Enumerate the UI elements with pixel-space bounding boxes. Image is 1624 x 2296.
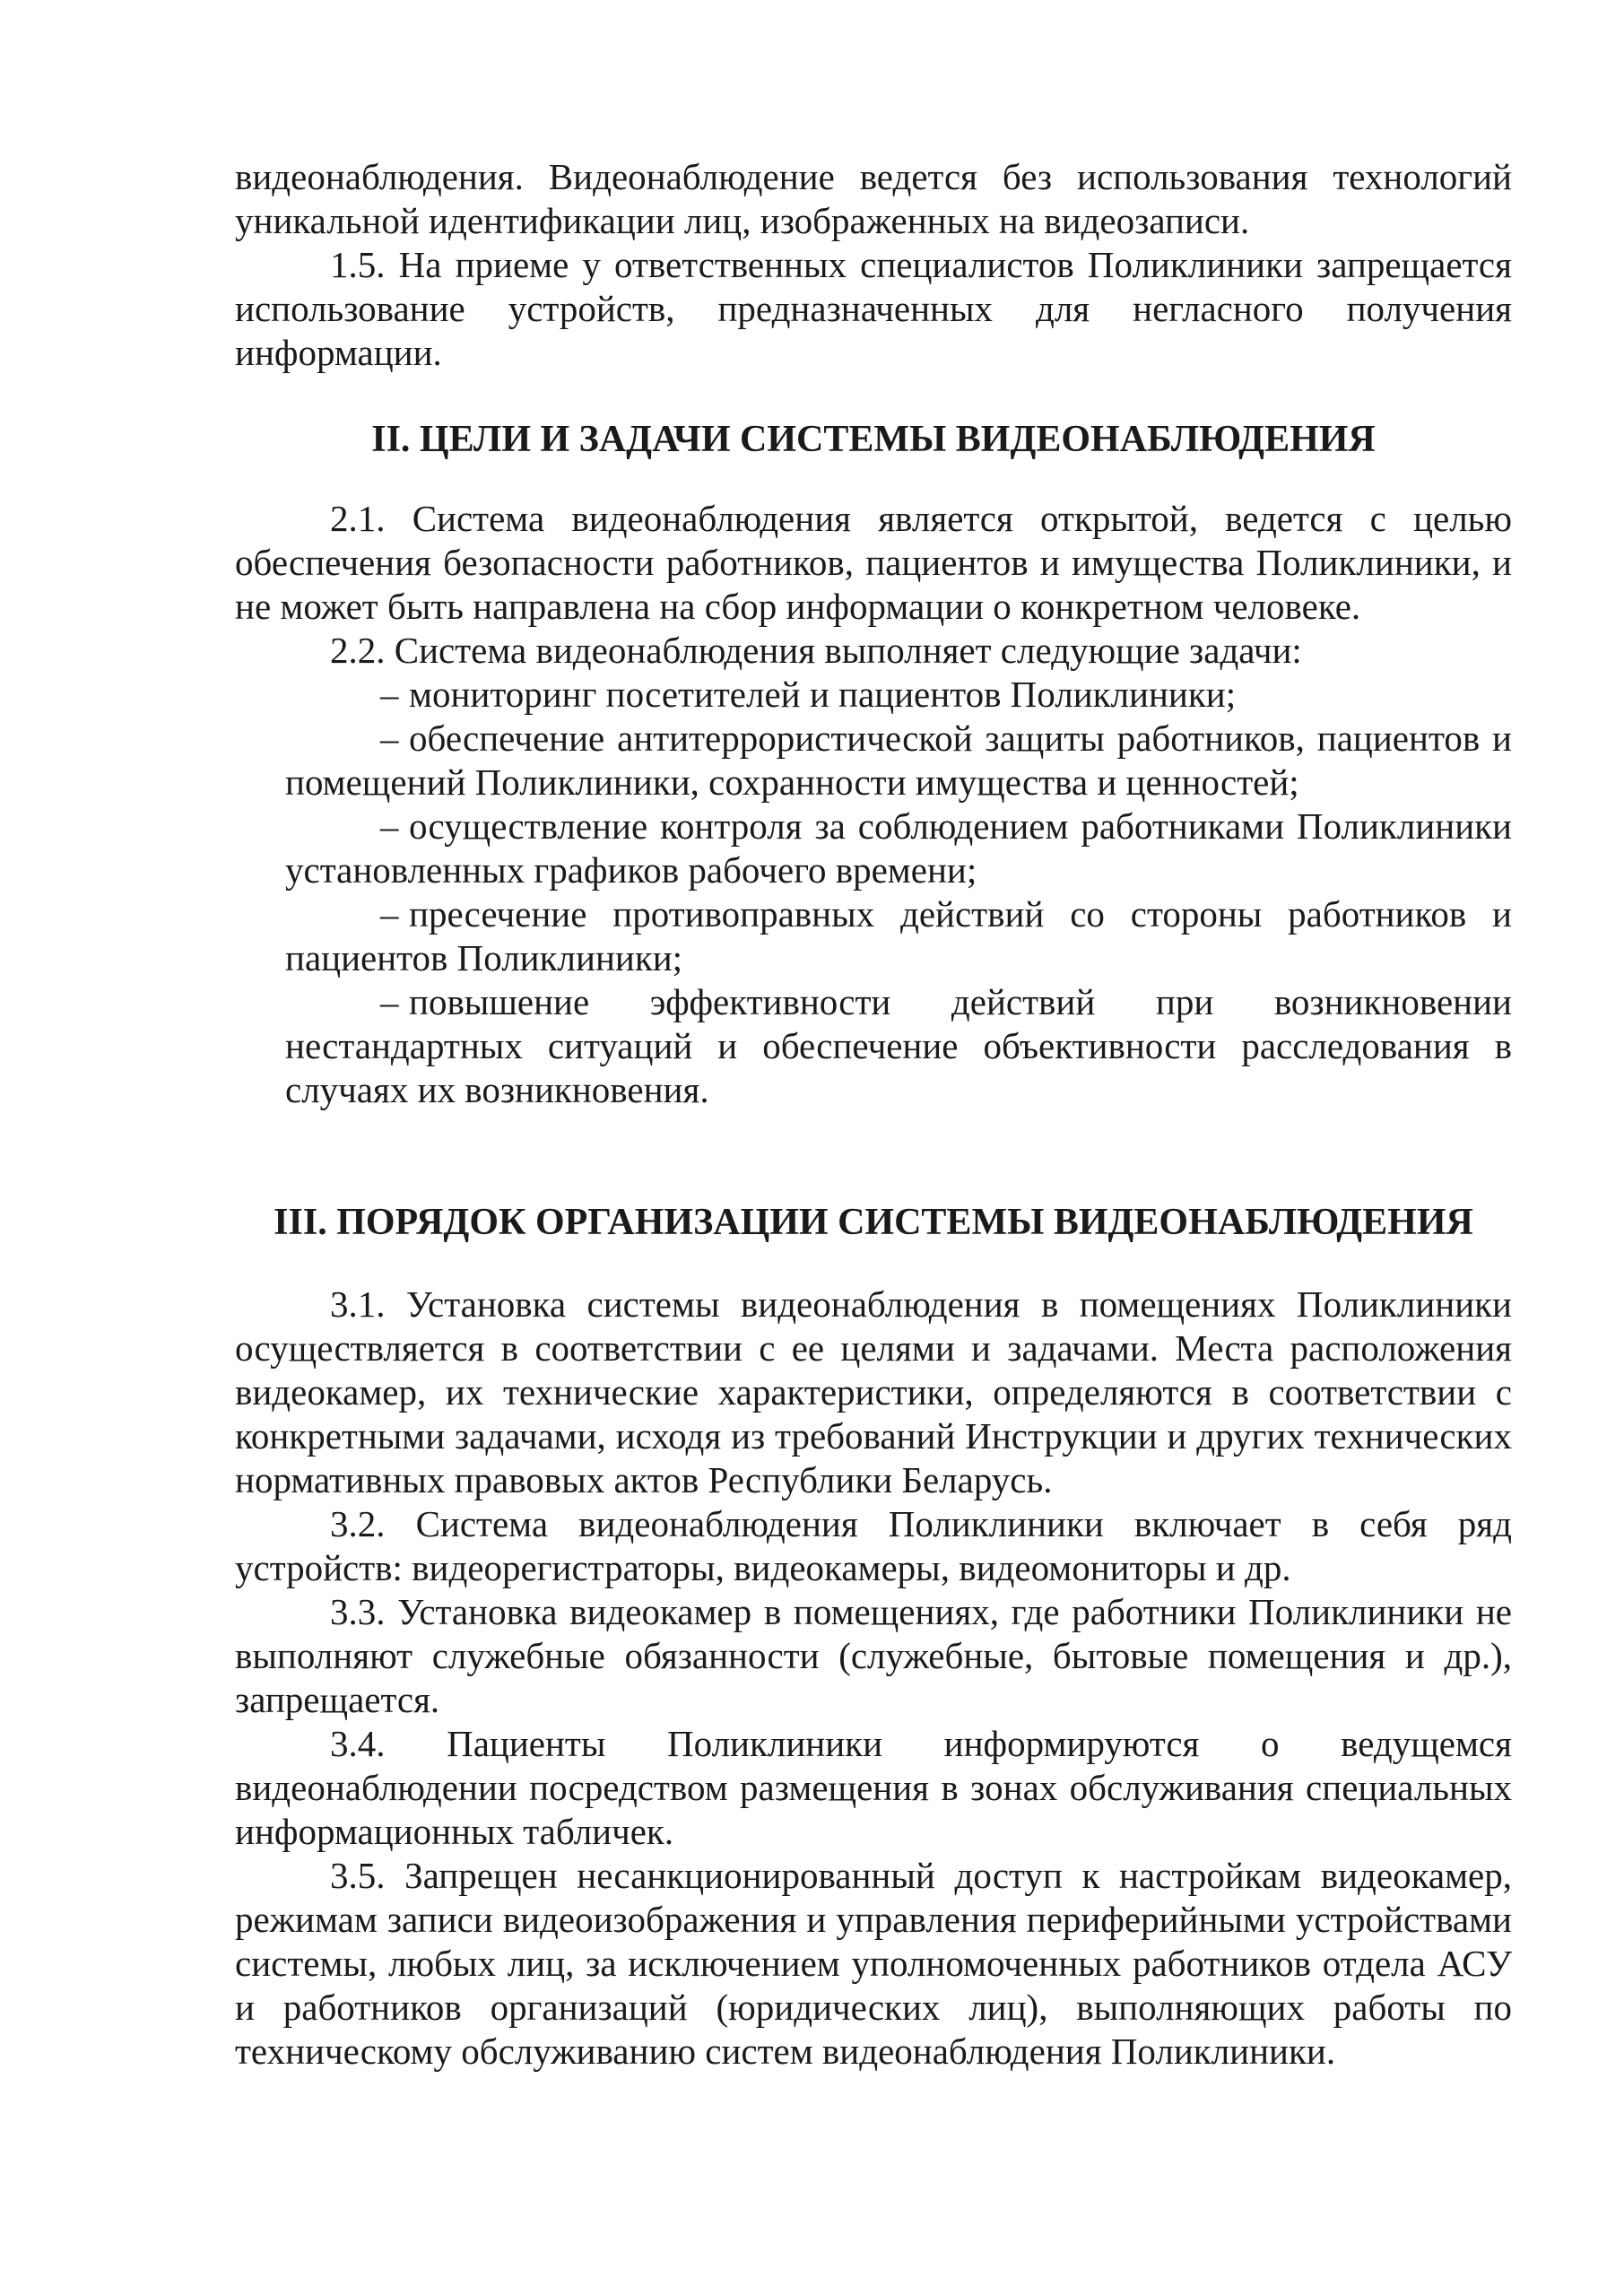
- list-item-text: обеспечение антитеррористической защиты работников, пациентов и помещений Поликлиники, сохранности имущества и ценностей;: [285, 718, 1512, 803]
- paragraph-2-2: 2.2. Система видеонаблюдения выполняет следующие задачи:: [330, 630, 1302, 671]
- list-item: [285, 717, 1512, 804]
- paragraph-1-4-continuation: видеонаблюдения. Видеонаблюдение ведется без использования технологий уникальной идентификации лиц, изображенных на видеозаписи.: [235, 156, 1512, 241]
- paragraph-3-4: 3.4. Пациенты Поликлиники информируются о ведущемся видеонаблюдении посредством размещения в зонах обслуживания специальных информационных табличек.: [235, 1723, 1512, 1852]
- list-item-text: мониторинг посетителей и пациентов Поликлиники;: [409, 674, 1237, 715]
- section-3-heading: III. ПОРЯДОК ОРГАНИЗАЦИИ СИСТЕМЫ ВИДЕОНАБЛЮДЕНИЯ: [274, 1202, 1473, 1243]
- list-item-text: осуществление контроля за соблюдением работниками Поликлиники установленных графиков рабочего времени;: [285, 805, 1512, 891]
- paragraph-3-2: 3.2. Система видеонаблюдения Поликлиники включает в себя ряд устройств: видеорегистраторы, видеокамеры, видеомониторы и др.: [235, 1503, 1512, 1588]
- paragraph-2-1: 2.1. Система видеонаблюдения является открытой, ведется с целью обеспечения безопасности работников, пациентов и имущества Поликлиники, и не может быть направлена на сбор информации о конкретном человеке.: [235, 498, 1512, 627]
- section-3-body: [235, 1283, 1512, 2074]
- section-2-heading-block: [235, 417, 1512, 462]
- paragraph-1-5: 1.5. На приеме у ответственных специалистов Поликлиники запрещается использование устройств, предназначенных для негласного получения информации.: [235, 244, 1512, 373]
- dash-marker: –: [380, 718, 399, 759]
- list-item-text: повышение эффективности действий при возникновении нестандартных ситуаций и обеспечение объективности расследования в случаях их возникновения.: [285, 981, 1512, 1110]
- list-item: [285, 980, 1512, 1112]
- paragraph-3-1: 3.1. Установка системы видеонаблюдения в помещениях Поликлиники осуществляется в соответствии с ее целями и задачами. Места расположения видеокамер, их технические характеристики, определяются в соответствии с конкретными задачами, исходя из требований Инструкции и других технических нормативных правовых актов Республики Беларусь.: [235, 1283, 1512, 1500]
- list-item: [285, 673, 1512, 717]
- paragraph-3-3: 3.3. Установка видеокамер в помещениях, где работники Поликлиники не выполняют служебные обязанности (служебные, бытовые помещения и др.), запрещается.: [235, 1591, 1512, 1720]
- dash-marker: –: [380, 674, 399, 715]
- tasks-list: [235, 673, 1512, 1112]
- paragraph-3-5: 3.5. Запрещен несанкционированный доступ к настройкам видеокамер, режимам записи видеоизображения и управления периферийными устройствами системы, любых лиц, за исключением уполномоченных работников отдела АСУ и работников организаций (юридических лиц), выполняющих работы по техническому обслуживанию систем видеонаблюдения Поликлиники.: [235, 1855, 1512, 2072]
- list-item: [285, 892, 1512, 980]
- list-item-text: пресечение противоправных действий со стороны работников и пациентов Поликлиники;: [285, 893, 1512, 978]
- section-2-heading: II. ЦЕЛИ И ЗАДАЧИ СИСТЕМЫ ВИДЕОНАБЛЮДЕНИЯ: [371, 419, 1376, 460]
- intro-block: [235, 155, 1512, 375]
- dash-marker: –: [380, 805, 399, 847]
- dash-marker: –: [380, 981, 399, 1022]
- dash-marker: –: [380, 893, 399, 935]
- list-item: [285, 804, 1512, 892]
- section-2-body: [235, 497, 1512, 1112]
- section-3-heading-block: [235, 1200, 1512, 1245]
